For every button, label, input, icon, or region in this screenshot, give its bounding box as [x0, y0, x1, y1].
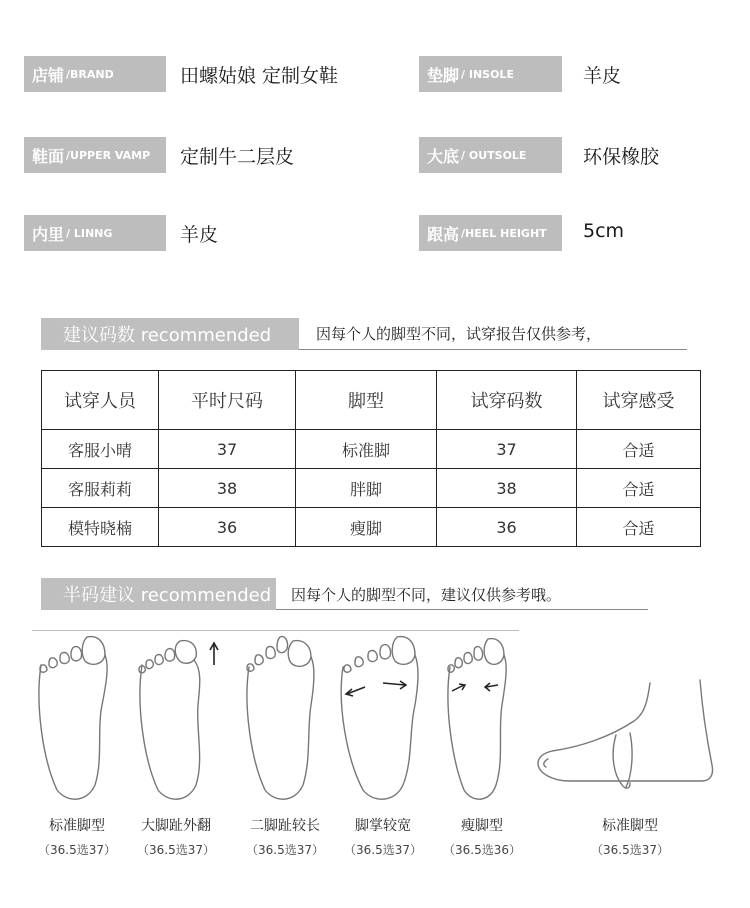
foot-type-name: 标准脚型 — [602, 818, 658, 834]
table-cell: 瘦脚 — [296, 508, 437, 547]
foot-type-name: 瘦脚型 — [461, 818, 503, 834]
spec-label-zh: 大底 — [427, 146, 460, 166]
foot-size-advice: （36.5选37） — [591, 843, 669, 857]
spec-label-heel-height — [419, 215, 562, 251]
table-cell: 合适 — [577, 469, 701, 508]
slim-foot-icon — [432, 625, 532, 815]
foot-standard — [22, 625, 132, 858]
spec-label-en: /HEEL HEIGHT — [461, 226, 547, 240]
spec-label-zh: 鞋面 — [32, 146, 65, 166]
foot-size-advice: （36.5选37） — [344, 843, 422, 857]
table-header-cell: 平时尺码 — [159, 371, 296, 430]
spec-label-zh: 内里 — [32, 224, 65, 244]
spec-label-en: / OUTSOLE — [461, 148, 527, 162]
fit-report-table — [41, 370, 701, 547]
foot-size-advice: （36.5选37） — [38, 843, 116, 857]
table-header-row — [42, 371, 701, 430]
wide-foot-icon — [333, 625, 433, 815]
foot-bunion — [121, 625, 231, 858]
spec-label-zh: 垫脚 — [427, 65, 460, 85]
spec-value-upper-vamp: 定制牛二层皮 — [180, 146, 295, 168]
spec-label-brand — [24, 56, 166, 92]
half-size-divider — [276, 609, 648, 610]
table-row — [42, 508, 701, 547]
table-cell: 客服莉莉 — [42, 469, 159, 508]
table-cell: 37 — [437, 430, 577, 469]
spec-label-en: / INSOLE — [461, 67, 514, 81]
table-header-cell: 试穿人员 — [42, 371, 159, 430]
side-foot-icon — [530, 625, 730, 815]
spec-value-heel-height: 5cm — [583, 220, 625, 242]
spec-label-zh: 跟高 — [427, 224, 460, 244]
standard-foot-icon — [27, 625, 127, 815]
spec-value-outsole: 环保橡胶 — [583, 146, 660, 168]
bunion-foot-icon — [126, 625, 226, 815]
table-header-cell: 试穿码数 — [437, 371, 577, 430]
spec-label-en: /UPPER VAMP — [66, 148, 151, 162]
spec-label-en: / LINNG — [66, 226, 113, 240]
table-cell: 38 — [437, 469, 577, 508]
spec-value-insole: 羊皮 — [583, 65, 622, 87]
table-cell: 36 — [159, 508, 296, 547]
foot-type-name: 大脚趾外翻 — [141, 818, 211, 834]
table-row — [42, 469, 701, 508]
spec-label-upper-vamp — [24, 137, 166, 173]
foot-slim — [427, 625, 537, 858]
foot-wide — [328, 625, 438, 858]
spec-label-outsole — [419, 137, 562, 173]
table-cell: 36 — [437, 508, 577, 547]
recommend-divider — [299, 349, 687, 350]
table-cell: 37 — [159, 430, 296, 469]
table-cell: 合适 — [577, 430, 701, 469]
table-header-cell: 脚型 — [296, 371, 437, 430]
foot-type-name: 标准脚型 — [49, 818, 105, 834]
table-cell: 38 — [159, 469, 296, 508]
table-cell: 模特晓楠 — [42, 508, 159, 547]
foot-side-standard — [525, 625, 735, 858]
half-size-section-label: 半码建议 recommended — [41, 578, 276, 610]
table-cell: 客服小晴 — [42, 430, 159, 469]
foot-type-name: 二脚趾较长 — [250, 818, 320, 834]
spec-label-lining — [24, 215, 166, 251]
spec-value-brand: 田螺姑娘 定制女鞋 — [180, 65, 339, 87]
foot-size-advice: （36.5选36） — [443, 843, 521, 857]
foot-type-name: 脚掌较宽 — [355, 818, 411, 834]
recommend-section-label: 建议码数 recommended — [41, 318, 299, 350]
foot-size-advice: （36.5选37） — [137, 843, 215, 857]
table-row — [42, 430, 701, 469]
table-header-cell: 试穿感受 — [577, 371, 701, 430]
half-size-note: 因每个人的脚型不同，建议仅供参考哦。 — [291, 586, 562, 604]
spec-label-en: /BRAND — [66, 67, 114, 81]
recommend-note: 因每个人的脚型不同，试穿报告仅供参考， — [316, 325, 602, 343]
table-cell: 合适 — [577, 508, 701, 547]
table-cell: 胖脚 — [296, 469, 437, 508]
spec-label-zh: 店铺 — [32, 65, 65, 85]
spec-label-insole — [419, 56, 562, 92]
foot-long-second-toe — [230, 625, 340, 858]
spec-value-lining: 羊皮 — [180, 224, 219, 246]
long-second-toe-foot-icon — [235, 625, 335, 815]
foot-size-advice: （36.5选37） — [246, 843, 324, 857]
table-cell: 标准脚 — [296, 430, 437, 469]
